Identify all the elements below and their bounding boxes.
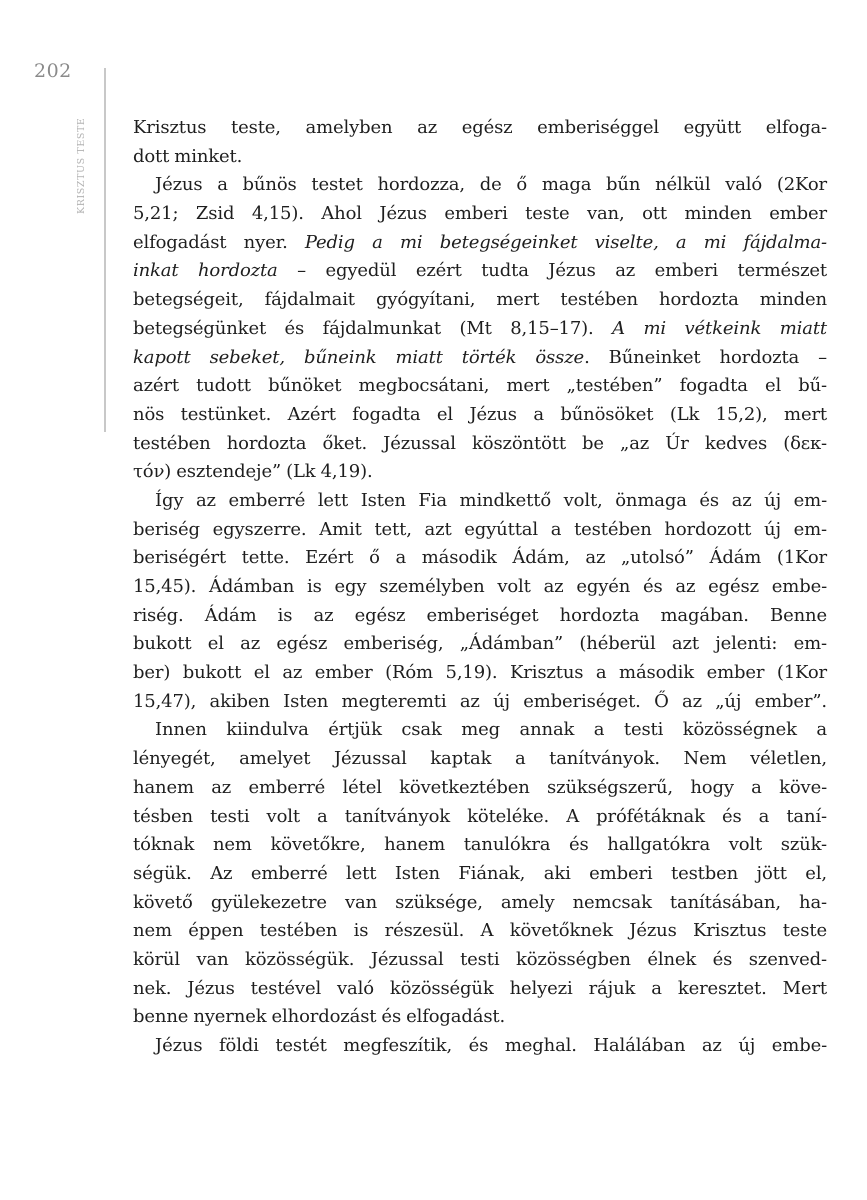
text-run: Innen kiindulva értjük csak meg annak a testi közösségnek a xyxy=(155,719,827,741)
text-line xyxy=(133,257,827,286)
text-line xyxy=(133,286,827,315)
text-run: 15,45). Ádámban is egy személyben volt az egyén és az egész embe- xyxy=(133,576,827,597)
text-run: lényegét, amelyet Jézussal kaptak a tanítványok. Nem véletlen, xyxy=(133,748,827,770)
text-run: beriség egyszerre. Amit tett, azt egyúttal a testében hordozott új em- xyxy=(133,518,827,540)
text-run: azért tudott bűnöket megbocsátani, mert „testében” fogadta el bű- xyxy=(133,375,827,397)
text-line xyxy=(133,917,827,946)
text-line xyxy=(133,946,827,975)
text-line xyxy=(133,372,827,401)
italic-quote: Pedig a mi betegségeinket viselte, a mi fájdalma- xyxy=(304,231,827,253)
text-line xyxy=(133,716,827,745)
text-run: bukott el az egész emberiség, „Ádámban” (héberül azt jelenti: em- xyxy=(133,633,827,655)
text-run: Krisztus teste, amelyben az egész emberiséggel együtt elfoga- xyxy=(133,117,827,138)
text-line xyxy=(133,573,827,602)
text-line xyxy=(133,975,827,1004)
text-run: körül van közösségük. Jézussal testi közösségben élnek és szenved- xyxy=(133,948,827,970)
text-line xyxy=(133,630,827,659)
text-line xyxy=(133,688,827,717)
text-run: τόν) esztendeje” (Lk 4,19). xyxy=(133,461,373,483)
text-run: hanem az emberré létel következtében szükségszerű, hogy a köve- xyxy=(133,776,827,798)
text-run: . Bűneinket hordozta – xyxy=(584,346,827,368)
text-line xyxy=(133,516,827,545)
text-run: ber) bukott el az ember (Róm 5,19). Krisztus a második ember (1Kor xyxy=(133,662,827,684)
text-run: Jézus a bűnös testet hordozza, de ő maga bűn nélkül való (2Kor xyxy=(155,174,827,196)
text-line xyxy=(133,229,827,258)
text-line xyxy=(133,458,827,487)
text-run: – egyedül ezért tudta Jézus az emberi természet xyxy=(277,260,827,282)
text-line xyxy=(133,745,827,774)
text-line xyxy=(133,544,827,573)
text-run: tóknak nem követőkre, hanem tanulókra és hallgatókra volt szük- xyxy=(133,834,827,856)
text-line xyxy=(133,831,827,860)
text-run: tésben testi volt a tanítványok köteléke. A prófétáknak és a taní- xyxy=(133,805,827,827)
text-run: nek. Jézus testével való közösségük helyezi rájuk a keresztet. Mert xyxy=(133,977,827,999)
body-text xyxy=(133,114,827,1061)
text-line xyxy=(133,143,827,172)
running-head: KRISZTUS TESTE xyxy=(76,118,87,215)
text-run: elfogadást nyer. xyxy=(133,231,305,253)
text-line xyxy=(133,114,827,143)
text-run: betegségünket és fájdalmunkat (Mt 8,15–17). xyxy=(133,317,613,339)
text-run: betegségeit, fájdalmait gyógyítani, mert testében hordozta minden xyxy=(133,289,827,311)
text-run: nös testünket. Azért fogadta el Jézus a bűnösöket (Lk 15,2), mert xyxy=(133,403,827,425)
text-run: Jézus földi testét megfeszítik, és meghal. Halálában az új embe- xyxy=(155,1035,827,1056)
text-run: követő gyülekezetre van szüksége, amely nemcsak tanításában, ha- xyxy=(133,891,827,913)
text-line xyxy=(133,602,827,631)
italic-quote: kapott sebeket, bűneink miatt törték össze xyxy=(133,346,585,368)
text-line xyxy=(133,487,827,516)
text-line xyxy=(133,401,827,430)
text-line xyxy=(133,171,827,200)
text-run: 15,47), akiben Isten megteremti az új emberiséget. Ő az „új ember”. xyxy=(133,690,827,712)
page-number: 202 xyxy=(34,60,72,82)
text-line xyxy=(133,659,827,688)
text-line xyxy=(133,803,827,832)
text-line xyxy=(133,430,827,459)
text-line xyxy=(133,1032,827,1061)
text-line xyxy=(133,860,827,889)
text-run: Így az emberré lett Isten Fia mindkettő volt, önmaga és az új em- xyxy=(155,489,827,511)
text-run: testében hordozta őket. Jézussal köszöntött be „az Úr kedves (δεκ- xyxy=(133,432,827,454)
text-line xyxy=(133,774,827,803)
text-run: dott minket. xyxy=(133,145,243,167)
text-run: nem éppen testében is részesül. A követőknek Jézus Krisztus teste xyxy=(133,920,827,942)
text-line xyxy=(133,315,827,344)
text-run: benne nyernek elhordozást és elfogadást. xyxy=(133,1006,506,1028)
text-line xyxy=(133,889,827,918)
text-run: 5,21; Zsid 4,15). Ahol Jézus emberi teste van, ott minden ember xyxy=(133,203,827,225)
italic-quote: A mi vétkeink miatt xyxy=(612,317,827,339)
text-line xyxy=(133,344,827,373)
text-line xyxy=(133,1003,827,1032)
margin-rule xyxy=(104,68,106,432)
text-run: ségük. Az emberré lett Isten Fiának, aki emberi testben jött el, xyxy=(133,862,827,884)
text-run: riség. Ádám is az egész emberiséget hordozta magában. Benne xyxy=(133,604,827,626)
italic-quote: inkat hordozta xyxy=(133,260,278,282)
text-run: beriségért tette. Ezért ő a második Ádám, az „utolsó” Ádám (1Kor xyxy=(133,547,827,569)
text-line xyxy=(133,200,827,229)
